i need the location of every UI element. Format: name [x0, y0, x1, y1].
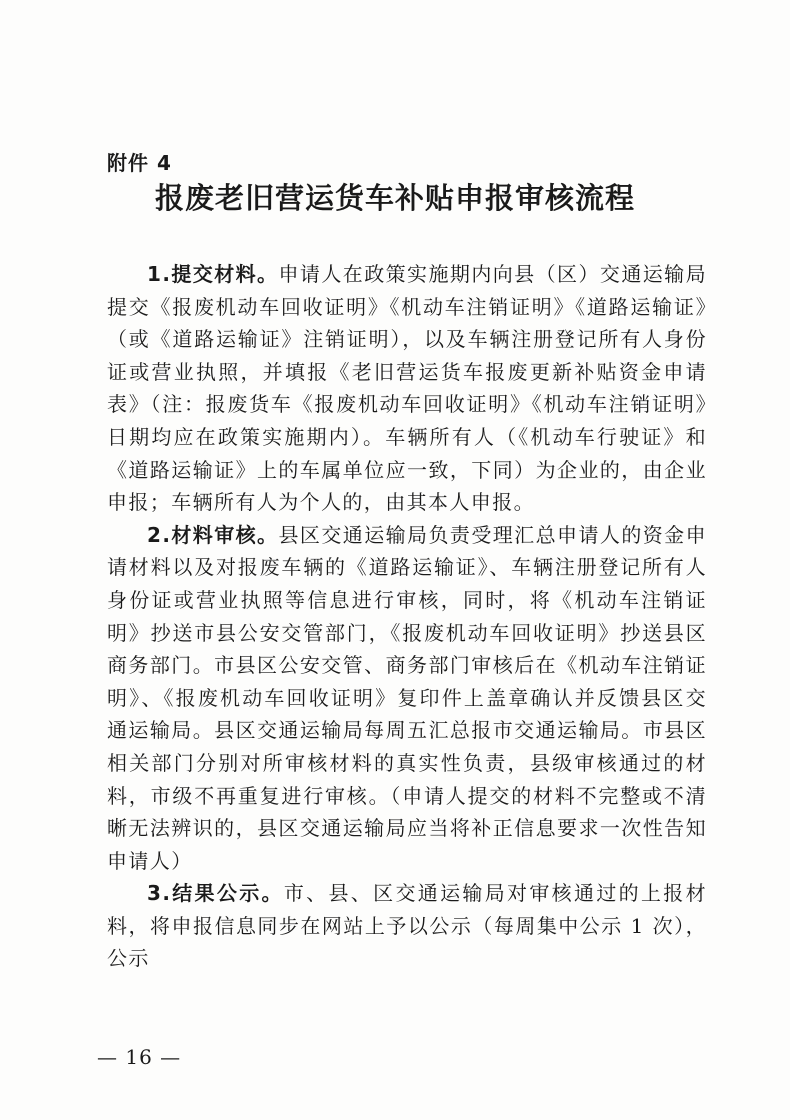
document-title: 报废老旧营运货车补贴申报审核流程 — [154, 181, 635, 215]
paragraph-submit-materials — [107, 258, 707, 519]
page-number: — 16 — — [97, 1045, 182, 1069]
paragraph-result-publicity — [107, 877, 707, 975]
paragraph-lead: 2.材料审核。 — [147, 522, 279, 547]
paragraph-lead: 3.结果公示。 — [147, 881, 284, 906]
paragraph-lead: 1.提交材料。 — [147, 262, 279, 286]
paragraph-text: 市、县、区交通运输局对审核通过的上报材料，将申报信息同步在网站上予以公示（每周集中公示 1 次），公示 — [107, 881, 707, 971]
paragraph-text: 县区交通运输局负责受理汇总申请人的资金申请材料以及对报废车辆的《道路运输证》、车辆注册登记所有人身份证或营业执照等信息进行审核，同时，将《机动车注销证明》抄送市县公安交管部门，《报废机动车回收证明》抄送县区商务部门。市县区公安交管、商务部门审核后在《机动车注销证明》、《报废机动车回收证明》复印件上盖章确认并反馈县区交通运输局。县区交通运输局每周五汇总报市交通运输局。市县区相关部门分别对所审核材料的真实性负责，县级审核通过的材料，市级不再重复进行审核。（申请人提交的材料不完整或不清晰无法辨识的，县区交通运输局应当将补正信息要求一次性告知申请人） — [107, 522, 707, 873]
paragraph-text: 申请人在政策实施期内向县（区）交通运输局提交《报废机动车回收证明》《机动车注销证明》《道路运输证》（或《道路运输证》注销证明），以及车辆注册登记所有人身份证或营业执照，并填报《老旧营运货车报废更新补贴资金申请表》（注：报废货车《报废机动车回收证明》《机动车注销证明》日期均应在政策实施期内）。车辆所有人（《机动车行驶证》和《道路运输证》上的车属单位应一致，下同）为企业的，由企业申报；车辆所有人为个人的，由其本人申报。 — [107, 262, 707, 515]
attachment-label: 附件 4 — [107, 151, 172, 175]
document-body — [107, 258, 707, 975]
paragraph-material-review — [107, 519, 707, 878]
